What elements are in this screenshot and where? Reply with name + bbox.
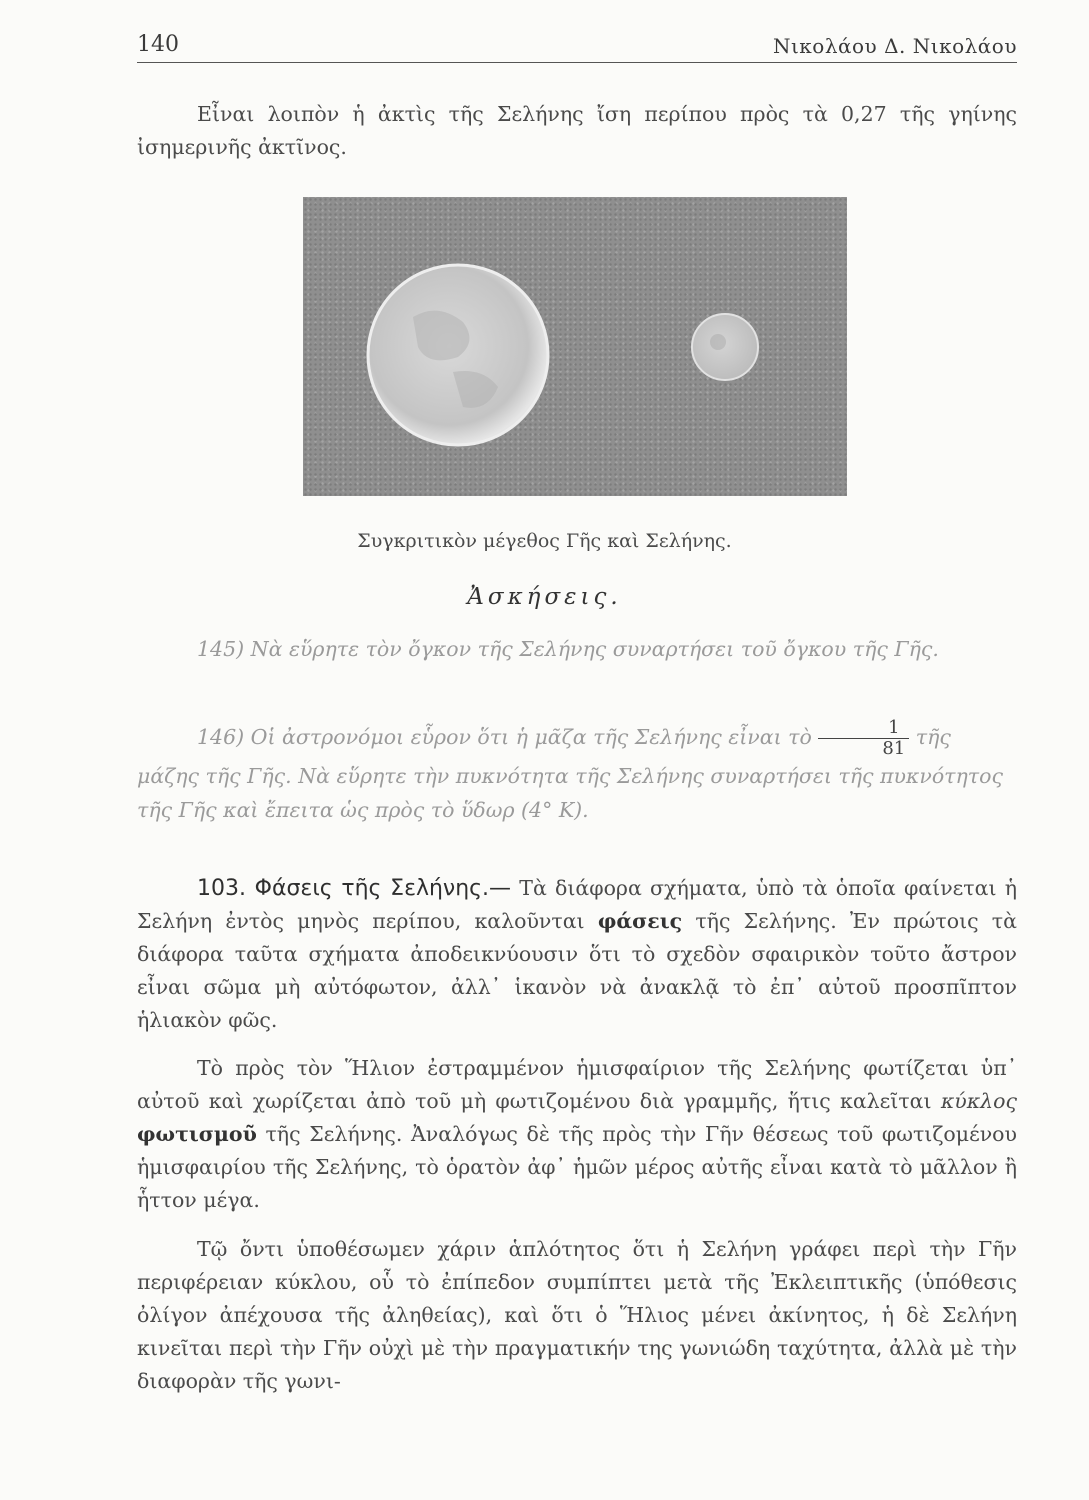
exercise-146: [137, 718, 1017, 827]
earth-moon-illustration: [303, 197, 847, 496]
section-paragraph-1: [137, 872, 1017, 1037]
section-p2-text-a: Τὸ πρὸς τὸν Ἥλιον ἐστραμμένον ἡμισφαίριον τῆς Σελήνης φωτίζεται ὑπ᾿ αὐτοῦ καὶ χωρίζεται ἀπὸ τοῦ μὴ φωτιζομένου διὰ γραμμῆς, ἥτις καλεῖται: [137, 1056, 1017, 1113]
running-head: Νικολάου Δ. Νικολάου: [772, 34, 1017, 58]
exercise-145: 145) Νὰ εὕρητε τὸν ὄγκον τῆς Σελήνης συναρτήσει τοῦ ὄγκου τῆς Γῆς.: [197, 637, 939, 661]
page-number: 140: [137, 32, 179, 57]
fraction-one-eighty-first: [818, 718, 909, 759]
moon-disc: [692, 314, 758, 380]
intro-paragraph: Εἶναι λοιπὸν ἡ ἀκτὶς τῆς Σελήνης ἴση περίπου πρὸς τὰ 0,27 τῆς γηίνης ἰσημερινῆς ἀκτῖνος.: [137, 102, 1017, 159]
figure-caption: Συγκριτικὸν μέγεθος Γῆς καὶ Σελήνης.: [357, 530, 732, 552]
fraction-numerator: 1: [818, 718, 909, 739]
section-paragraph-3: Τῷ ὄντι ὑποθέσωμεν χάριν ἁπλότητος ὅτι ἡ Σελήνη γράφει περὶ τὴν Γῆν περιφέρειαν κύκλου, οὗ τὸ ἐπίπεδον συμπίπτει μετὰ τῆς Ἐκλειπτικῆς (ὑπόθεσις ὀλίγον ἀπέχουσα τῆς ἀληθείας), καὶ ὅτι ὁ Ἥλιος μένει ἀκίνητος, ἡ δὲ Σελήνη κινεῖται περὶ τὴν Γῆν οὐχὶ μὲ τὴν πραγματικήν της γωνιώδη ταχύτητα, ἀλλὰ μὲ τὴν διαφορὰν τῆς γωνι-: [137, 1237, 1017, 1393]
section-p1-text-a: Τὰ διάφορα σχήματα, ὑπὸ τὰ ὁποῖα φαίνεται ἡ Σελήνη ἐντὸς μηνὸς περίπου, καλοῦνται: [137, 876, 1017, 933]
exercise-146-text-before: 146) Οἱ ἀστρονόμοι εὗρον ὅτι ἡ μᾶζα τῆς Σελήνης εἶναι τὸ: [197, 725, 812, 749]
section-heading: 103. Φάσεις τῆς Σελήνης.—: [197, 876, 512, 901]
fraction-denominator: 81: [882, 738, 906, 759]
term-illumination: φωτισμοῦ: [137, 1122, 257, 1146]
section-paragraph-2: [137, 1052, 1017, 1217]
section-p1-text-b: τῆς Σελήνης. Ἐν πρώτοις τὰ διάφορα ταῦτα σχήματα ἀποδεικνύουσιν ὅτι τὸ σχεδὸν σφαιρικὸν τοῦτο ἄστρον εἶναι σῶμα μὴ αὐτόφωτον, ἀλλ᾿ ἱκανὸν νὰ ἀνακλᾷ τὸ ἐπ᾿ αὐτοῦ προσπῖπτον ἡλιακὸν φῶς.: [137, 909, 1017, 1032]
term-circle: κύκλος: [940, 1089, 1017, 1113]
section-p2-text-b: τῆς Σελήνης. Ἀναλόγως δὲ τῆς πρὸς τὴν Γῆν θέσεως τοῦ φωτιζομένου ἡμισφαιρίου τῆς Σελήνης, τὸ ὁρατὸν ἀφ᾿ ἡμῶν μέρος αὐτῆς εἶναι κατὰ τὸ μᾶλλον ἢ ἧττον μέγα.: [137, 1122, 1017, 1212]
term-phases: φάσεις: [597, 909, 683, 933]
exercise-146-text-after: τῆς μάζης τῆς Γῆς. Νὰ εὕρητε τὴν πυκνότητα τῆς Σελήνης συναρτήσει τῆς πυκνότητος τῆς Γῆς καὶ ἔπειτα ὡς πρὸς τὸ ὕδωρ (4° Κ).: [137, 725, 1003, 822]
page-header: [137, 32, 1017, 63]
exercises-title: Ἀσκήσεις.: [467, 584, 622, 610]
earth-moon-figure: [303, 197, 847, 496]
